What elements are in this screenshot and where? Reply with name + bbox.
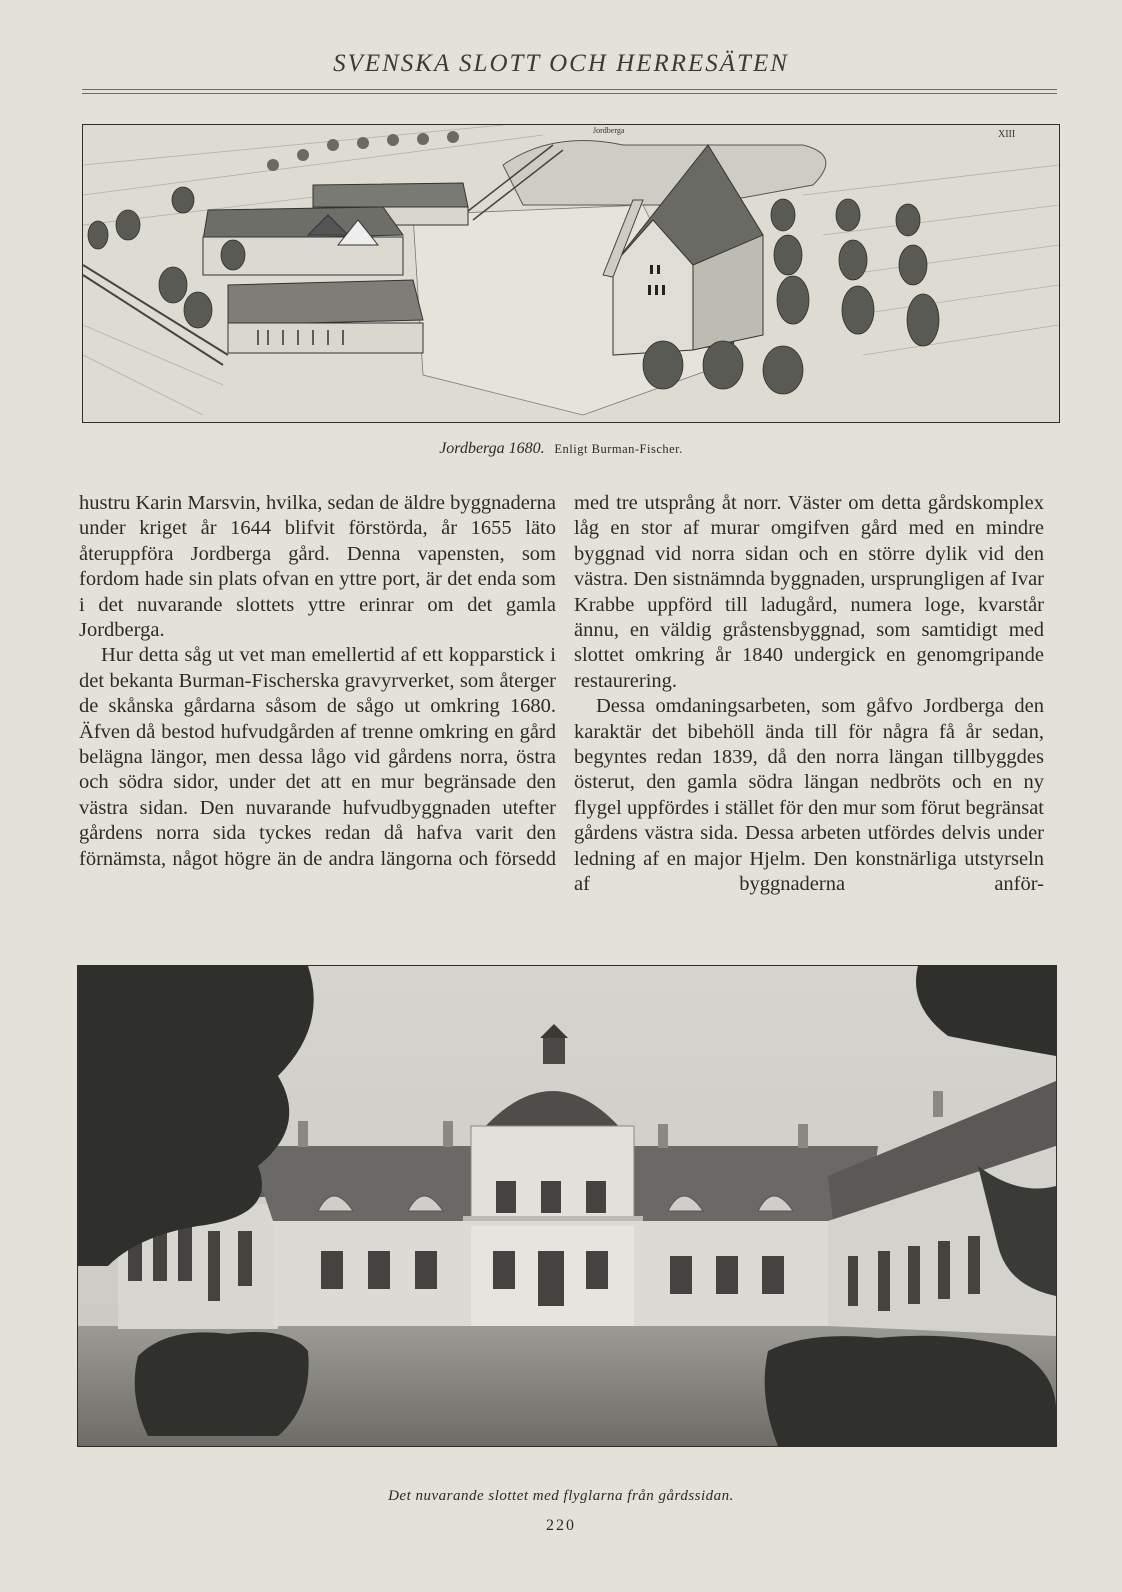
engraving-jordberga-1680 bbox=[82, 124, 1060, 423]
paragraph: hustru Karin Marsvin, hvilka, sedan de äldre byggnaderna under kriget år 1644 blifvit förstörda, år 1655 läto återuppföra Jordberga gård. Denna vapensten, som fordom hade sin plats ofvan en yttre port, är det enda som i det nuvarande slottets yttre erinrar om det gamla Jordberga. bbox=[79, 492, 556, 642]
paragraph: Hur detta såg ut vet man emellertid af ett kopparstick i det bekanta Burman-Fischerska gravyrverket, som återger de skånska gårdarna såsom de sågo ut omkring 1680. Äfven då bestod hufvudgården af trenne omkring en gård belägna längor, men dessa lågo vid gårdens norra, östra och södra sidor, under det att en mur begränsade den västra sidan. Den nuvarande hufvudbyggnaden utefter gårdens norra sida tyckes redan då hafva varit den förnämsta, något högre än de andra längorna och försedd bbox=[79, 644, 556, 870]
page-number: 220 bbox=[546, 1517, 576, 1534]
right-text-column bbox=[574, 491, 1044, 898]
header-rule-bottom bbox=[82, 93, 1057, 94]
photo-present-castle bbox=[77, 965, 1057, 1447]
engraving-caption-source: Enligt Burman-Fischer. bbox=[554, 442, 683, 456]
running-title: SVENSKA SLOTT OCH HERRESÄTEN bbox=[333, 50, 789, 77]
header-rule-top bbox=[82, 89, 1057, 90]
engraving-inscription: Jordberga bbox=[593, 126, 625, 135]
engraving-caption bbox=[0, 440, 1122, 458]
left-text-column bbox=[79, 491, 556, 872]
paragraph: Dessa omdaningsarbeten, som gåfvo Jordberga den karaktär det bibehöll ända till för några få år sedan, begyntes redan 1839, då den norra längan tillbyggdes österut, den gamla södra längan nedbröts och en ny flygel uppfördes i stället för den mur som förut begränsat gårdens västra sida. Dessa arbeten utfördes delvis under ledning af en major Hjelm. Den konstnärliga utstyrseln af byggnaderna anför- bbox=[574, 695, 1044, 896]
paragraph: med tre utsprång åt norr. Väster om detta gårdskomplex låg en stor af murar omgifven gård med en mindre byggnad vid norra sidan och en större dylik vid den västra. Den sistnämnda byggnaden, ursprungligen af Ivar Krabbe uppförd till ladugård, numera loge, kvarstår ännu, en väldig gråstensbyggnad, som samtidigt med slottet omkring år 1840 undergick en genomgripande restaurering. bbox=[574, 492, 1044, 692]
plate-number: XIII bbox=[998, 129, 1016, 140]
photo-caption: Det nuvarande slottet med flyglarna från gårdssidan. bbox=[388, 1488, 734, 1504]
engraving-caption-title: Jordberga 1680. bbox=[439, 440, 545, 457]
